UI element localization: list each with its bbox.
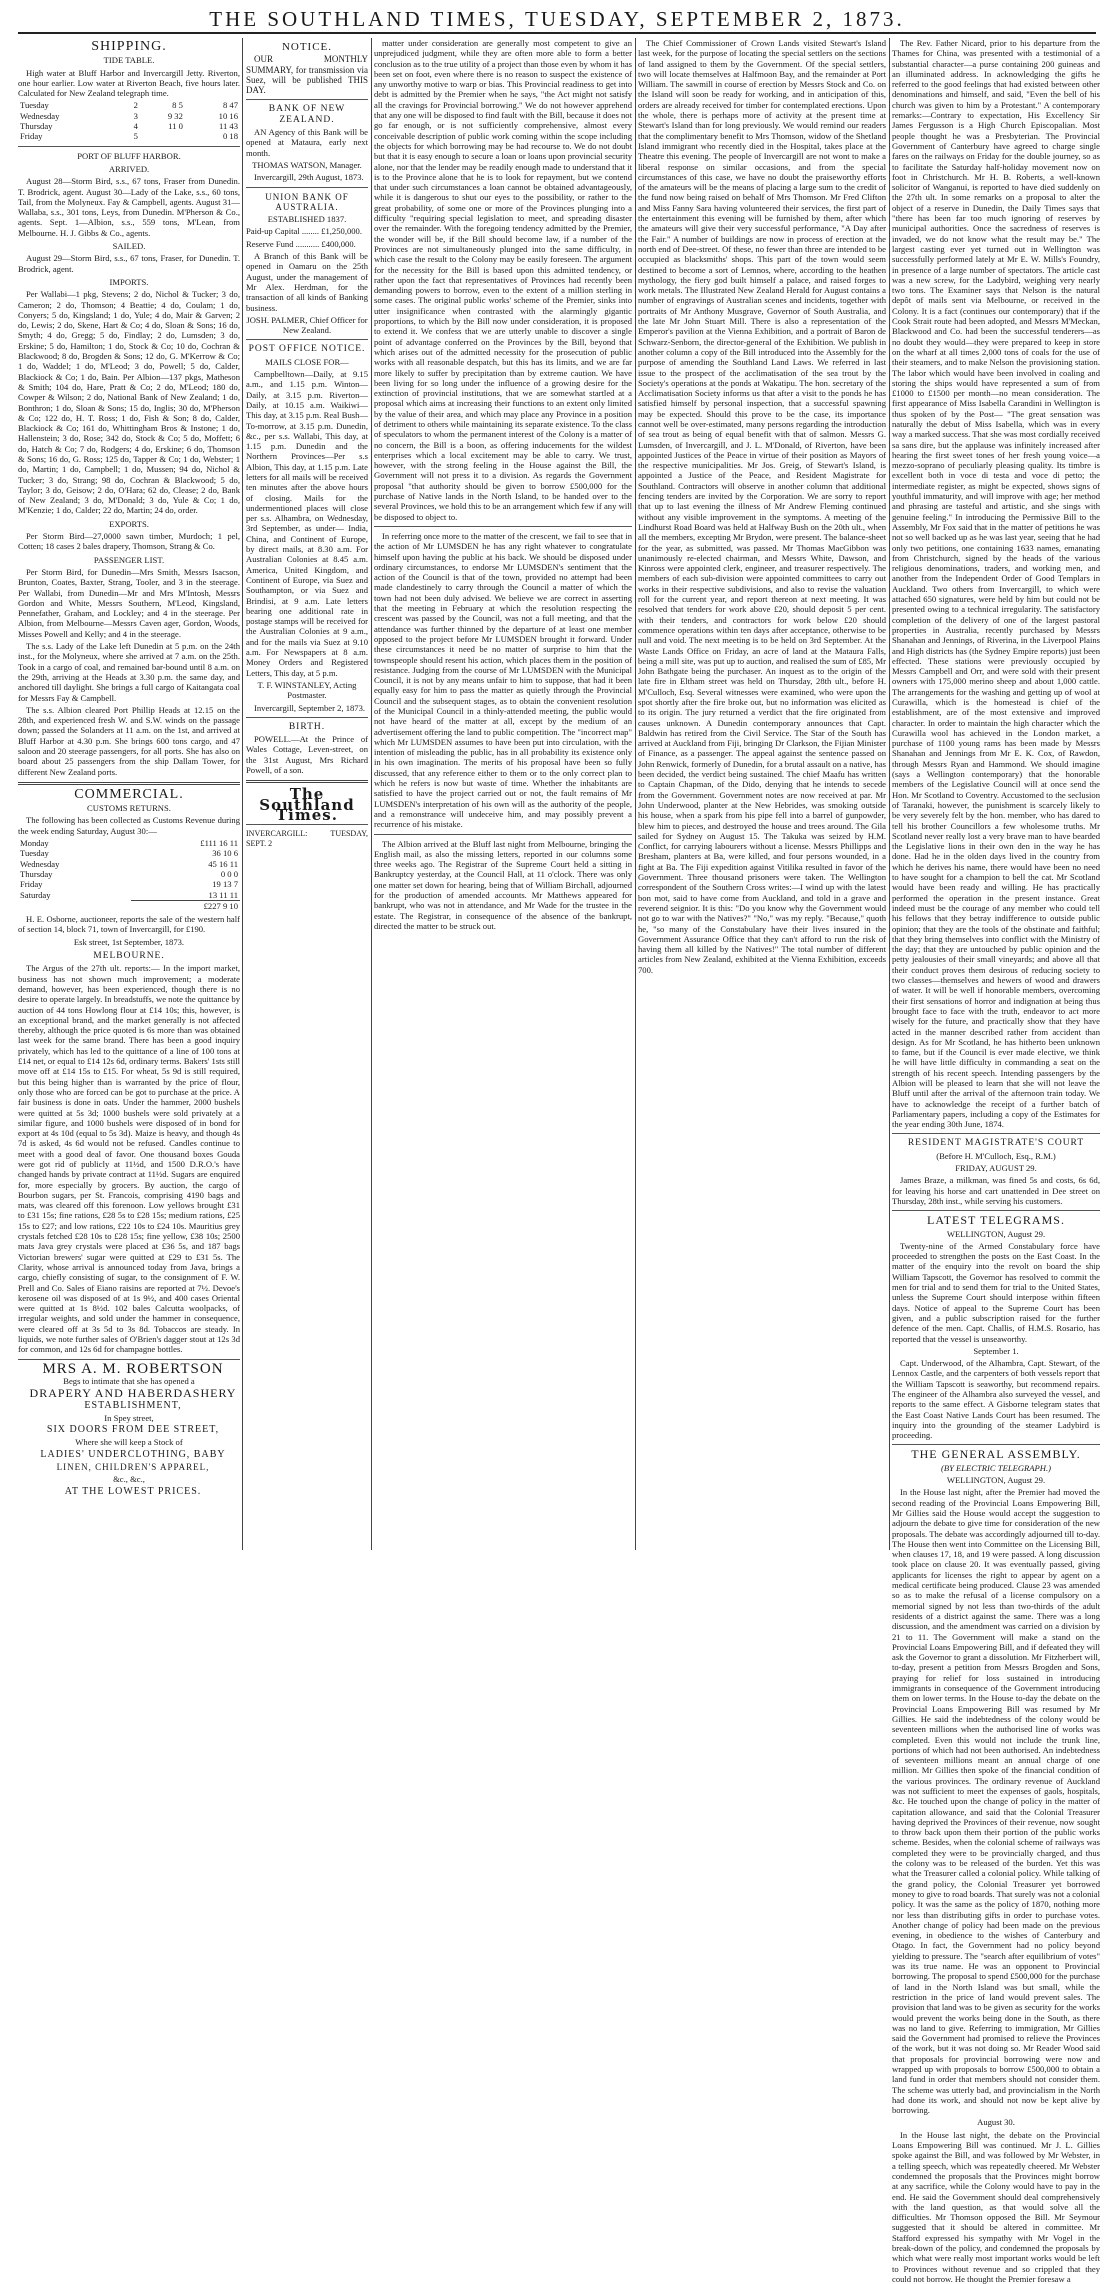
union-est: ESTABLISHED 1837. bbox=[267, 214, 347, 225]
robertson-name: MRS A. M. ROBERTSON bbox=[42, 1360, 224, 1377]
rmc-before: (Before H. M'Culloch, Esq., R.M.) bbox=[936, 1150, 1056, 1161]
customs-amt: 13 11 11 bbox=[208, 889, 238, 900]
wellington-2: WELLINGTON, August 29. bbox=[946, 1475, 1046, 1486]
wellington-1: WELLINGTON, August 29. bbox=[946, 1228, 1046, 1239]
tide-n: 5 bbox=[133, 131, 138, 142]
osborne-text: H. E. Osborne, auctioneer, reports the sale of the western half of section 14, block 71, town of Invercargill, for £190. bbox=[18, 914, 240, 935]
tide-pm: 0 18 bbox=[222, 131, 238, 142]
column-rule bbox=[371, 38, 372, 1550]
esk-line: Esk street, 1st September, 1873. bbox=[73, 936, 185, 947]
telegram-text: Twenty-nine of the Armed Constabulary force have proceeded to strengthen the posts on the East Coast. In the matter of the enquiry into the revolt on board the ship William Tapscott, the Governor has resolved to commit the men for trial and to send them for trial to the United States, unless the Supreme Court should interpose within fifteen days. Notice of appeal to the Supreme Court has been given, and a public subscription raised for the further defence of the men. Capt. Challis, of H.M.S. Rosario, has reported that the vessel is unseaworthy. bbox=[892, 1240, 1100, 1344]
rmc-date: FRIDAY, AUGUST 29. bbox=[955, 1163, 1037, 1174]
robertson-where: Where she will keep a Stock of bbox=[75, 1437, 183, 1448]
tide-am bbox=[140, 131, 185, 141]
column-notices bbox=[246, 38, 368, 1550]
customs-day: Thursday bbox=[20, 868, 53, 879]
tide-row bbox=[18, 100, 240, 110]
telegram-text-2: Capt. Underwood, of the Alhambra, Capt. Stewart, of the Lennox Castle, and the carpenters of both vessels report that the William Tapscott is seaworthy, but recommend repairs. The engineer of the Alhambra also surveyed the vessel, and reports to the same effect. A Gisborne telegram states that the East Coast Native Lands Court has been resumed. The inquiry into the grounding of the steamer Ladybird is proceeding. bbox=[892, 1358, 1100, 1441]
masthead-paper: THE SOUTHLAND TIMES, bbox=[209, 7, 517, 31]
customs-day: Monday bbox=[20, 838, 49, 849]
passenger-text: Per Storm Bird, for Dunedin—Mrs Smith, Messrs Isacson, Brunton, Coates, Baxter, Strang, Tooler, and 3 in the steerage. Per Wallabi, from Dunedin—Mr and Mrs M'Intosh, Messrs Gordon and White, Messrs Southern, M'Leod, Kingsland, Pennefather, Graham, and Lockley; and 4 in the steerage. Per Albion, from Melbourne—Messrs Caven ager, Gordon, Woods, Misses Powell and Kelly; and 4 in the steerage. bbox=[18, 566, 240, 639]
tide-am: 8 5 bbox=[172, 100, 183, 111]
melbourne-heading: MELBOURNE. bbox=[93, 951, 165, 962]
sailed-text: August 29—Storm Bird, s.s., 67 tons, Fraser, for Dunedin. T. Brodrick, agent. bbox=[18, 253, 240, 274]
robertson-est: ESTABLISHMENT, bbox=[84, 1399, 182, 1411]
birth-heading: BIRTH. bbox=[288, 721, 326, 732]
robertson-street: In Spey street, bbox=[104, 1412, 154, 1423]
tide-day: Friday bbox=[20, 131, 43, 142]
column-local-news bbox=[638, 38, 886, 1550]
customs-day: Friday bbox=[20, 879, 43, 890]
september-1: September 1. bbox=[973, 1345, 1019, 1356]
arrived-heading: ARRIVED. bbox=[108, 163, 150, 174]
rmc-heading: RESIDENT MAGISTRATE'S COURT bbox=[907, 1138, 1085, 1149]
robertson-six: SIX DOORS FROM DEE STREET, bbox=[46, 1424, 220, 1436]
rmc-text: James Braze, a milkman, was fined 5s and costs, 6s 6d, for leaving his horse and cart unattended in Dee street on Thursday, 28th inst., while serving his customers. bbox=[892, 1175, 1100, 1206]
exports-text: Per Storm Bird—27,0000 sawn timber, Murdoch; 1 pel, Cotten; 18 cases 2 bales drapery, Thomson, Strang & Co. bbox=[18, 531, 240, 552]
post-sign: T. F. WINSTANLEY, Acting Postmaster. bbox=[257, 679, 357, 701]
local-news-text: The Chief Commissioner of Crown Lands visited Stewart's Island last week, for the purpose of locating the special settlers on the sections of land assigned to them by the Government. Of the special settlers, two will locate themselves at Halfmoon Bay, and the remainder at Port William. The sawmill in course of erection by Messrs Stock and Co. on the Island will soon be ready for working, and in anticipation of this, orders are already received for timber for contemplated erections. Upon the whole, there is perhaps more of activity at the present time at Stewart's Island than for long previously. We would remind our readers that the complimentary benefit to Mrs Thomson, widow of the Shetland Island immigrant who recently died in the Hospital, takes place at the Theatre this evening. The people of Invercargill are not wont to make a liberal response on similar occasions, and from the special circumstances of this case, we have no doubt the praiseworthy efforts of the amateurs will be the means of placing a large sum to the credit of the fund now being raised on behalf of Mrs Thomson. Mr Fred Clifton and Miss Fanny Sara having volunteered their services, the first part of the entertainment this evening will be furnished by them, after which the amateurs will give their very successful performance, "A Day after the Fair." A number of buildings are now in process of erection at the north end of Dee-street. Of these, no fewer than three are intended to be occupied as blacksmiths' shops. This part of the town would seem destined to become a sort of Lemnos, where, according to the heathen mythology, the fiery god built himself a palace, and raised forges to work metals. The Illustrated New Zealand Herald for August contains a number of engravings of Australian scenes and incidents, together with portraits of Mr Anthony Musgrave, Governor of South Australia, and the late Mr John Stuart Mill. There is also a representation of the Emperor's pavilion at the Vienna Exhibition, and a portrait of Baron de Schwarz-Senborn, the director-general of the Exhibition. We publish in another column a copy of the Bill introduced into the Assembly for the purpose of amending the Southland Land Laws. We referred in last issue to the prospect of the acclimatisation of the sea trout by the Society's operations at the ponds at Wakatipu. The hon. secretary of the Acclimatisation Society informs us that after a visit to the ponds he has satisfied himself by personal inspection, that a successful spawning may be expected. Should this prove to be the case, its importance cannot well be over-estimated, many persons regarding the introduction of sea trout as being of equal benefit with that of salmon. Messrs G. Lumsden, of Invercargill, and J. L. M'Donald, of Riverton, have been appointed Justices of the Peace in virtue of their position as Mayors of the respective municipalities. Mr Jos. Greig, of Stewart's Island, is appointed a Justice of the Peace, and Resident Magistrate for Southland. Contractors will observe in another column that additional fencing tenders are invited by the Corporation. We are sorry to report that up to last evening the illness of Mr Andrew Fleming continued without any visible improvement in the symptoms. A meeting of the Lindhurst Road Board was held at Halfway Bush on the 20th ult., when all the members, excepting Mr Brydon, were present. The balance-sheet for the year, as submitted, was passed. Mr Thomas MacGibbon was unanimously re-elected chairman, and Messrs White, Dawson, and Kinross were appointed clerk, engineer, and treasurer respectively. The members of each sub-division were appointed committees to carry out works in their respective subdivisions, and also to revise the valuation roll for the current year, and report thereon at next meeting. It was resolved that tenders for work above £20, should deposit 5 per cent. with their tenders, and contractors for work below £20 should commence operations within ten days after acceptance, otherwise to be null and void. The next meeting is to be held on 3rd September. At the Waste Lands Office on Friday, an acre of land at the Mataura Falls, being a mill site, was put up to auction, and realised the sum of £85, Mr John Bathgate being the purchaser. An inquest as to the origin of the late fire in Eltham street was held on Thursday, 28th ult., before H. M'Culloch, Esq. Several witnesses were examined, who were upon the spot shortly after the fire broke out, but no information was elicited as to its origin. The jury returned a verdict that the fire originated from causes unknown. A Dunedin contemporary announces that Capt. Baldwin has retired from the Civil Service. The Star of the South has arrived at Auckland from Fiji, bringing Dr Clarkson, the Fijian Minister of Finance, as a passenger. The appeal against the sentence passed on John Renwick, formerly of Dunedin, for a brutal assault on a native, has been decided, the verdict being sustained. The chief Maafu has written to Captain Chapman, of the Dido, denying that he intends to secede from the Government. Government notes are now received at par. Mr John Underwood, planter at the New Hebrides, was smoking outside his house, when a spark from his pipe fell into a barrel of gunpowder, blew him to pieces, and destroyed the house and trees around. The Gila sailed for Sydney on August 15. The Takuka was seized by H.M. Conflict, for carrying labourers without a license. Messrs Phillipps and Bresham, planters at Ba, were killed, and four persons wounded, in a fight at Ba. The Fiji expedition against Vitilika resulted in favor of the Government. Three thousand prisoners were taken. The Wellington correspondent of the Southern Cross writes:—I wind up with the latest bon mot, said to have come from Auckland, and told in a grave and reverend seignior. It is this: "Do you know why the Government would not go to war with the Natives?" "No," was my reply. "Because," quoth he, "so many of the Constabulary have their lives insured in the Government Assurance Office that they can't afford to run the risk of having them all killed by the Natives!" The total number of different articles from New Zealand, exhibited at the Vienna Exhibition, exceeds 700. bbox=[638, 38, 886, 975]
tide-n: 3 bbox=[133, 110, 138, 121]
latest-heading: LATEST TELEGRAMS. bbox=[927, 1213, 1065, 1228]
editorial-crescent: In referring once more to the matter of the crescent, we fail to see that in the action of Mr LUMSDEN he has any right whatever to congratulate himself upon having the public at his back. We should be disposed under ordinary circumstances, to endorse Mr LUMSDEN's sentiment that the action of the Council is that of the town, provided no attempt had been made clandestinely to carry through the Council a matter of which the town had not been duly advised. We believe we are correct in asserting that the meeting in February at which the resolution respecting the crescent was passed by the Council, was not a full meeting, and that the attendance was further thinned by the departure of at least one member opposed to the project before Mr LUMSDEN brought it forward. Under these circumstances it need be no matter of surprise to him that the townspeople should resent his action, which places them in the position of resistance. Judging from the course of Mr LUMSDEN with the Municipal Council, it is not by any means unfair to him to suppose, that had it been equally easy for him to pass the matter as quietly through the Provincial Council and the subsequent stages, as to obtain the convenient resolution of the Municipal Council in a thinly-attended meeting, the public would not have heard of the matter at all, except by the medium of an advertisement offering the land to public competition. The "incorrect map" which Mr LUMSDEN assumes to have been put into circulation, with the intention of misleading the public, has in all probability its existence only in his own imagination. The merits of his proposal have been so fully discussed, that any reference either to them or to the only correct plan to which he refers is now but waste of time. Whether the inhabitants are satisfied to have the project carried out or not, the fault remains of Mr LUMSDEN's interpretation of his own will as the authority of the people, and a remonstrance will undeceive him, and may possibly prevent a recurrence of his mistake. bbox=[374, 530, 632, 830]
masthead bbox=[18, 6, 1096, 34]
notice-heading: NOTICE. bbox=[281, 41, 333, 53]
post-text: Campbelltown—Daily, at 9.15 a.m., and 1.15 p.m. Winton—Daily, at 3.15 p.m. Riverton—Daily, at 10.15 a.m. Waikiwi—This day, at 3.15 p.m. Real Bush—To-morrow, at 3.15 p.m. Dunedin, &c., per s.s. Wallabi, This day, at 1.15 p.m. Dunedin and the Northern Provinces—Per s.s Albion, This day, at 1.15 p.m. Late letters for all mails will be received ten minutes after the above hours of closing. Mails for the undermentioned places will close per s.s. Alhambra, on Wednesday, 3rd September, as under— India, China, and Continent of Europe, by direct mails, at 8.30 a.m. For Australian Colonies at 8.45 a.m. America, United Kingdom, and Continent of Europe, via Suez and Southampton, or via Suez and Brindisi, at 9 a.m. Late letters bearing one additional rate in postage stamps will be received for the Australian Colonies at 9 a.m., and for the mails via Suez at 9.10 a.m. For Newspapers at 8 a.m. Money Orders and Registered Letters, This day, at 5 p.m. bbox=[246, 369, 368, 678]
tide-day: Tuesday bbox=[20, 100, 49, 111]
imports-text: Per Wallabi—1 pkg, Stevens; 2 do, Nichol & Tucker; 3 do, Cameron; 2 do, Thomson; 4 Beattie; 4 do, Coulam; 1 do, Conyers; 5 do, Kingsland; 1 do, Yule; 4 do, Mair & Garven; 2 do, Lewis; 2 do, Skene, Hart & Co; 4 do, Sloan & Sons; 16 do, Smyth; 4 do, Gregg; 5 do, Findlay; 2 do, Lumsden; 3 do, Erskine; 5 do, Hamilton; 1 do, Stock & Co; 10 do, Cochran & Blackwood; 8 do, Brogden & Sons; 12 do, G. M'Kerrow & Co; 1 do, Waddel; 1 do, M'Leod; 3 do, Powell; 5 do, Calder, Blackiock & Co; 1 do, Bain. Per Albion—137 pkgs, Matheson & Smith; 104 do, Hare, Pratt & Co; 2 do, M'Leod; 180 do, Cowper & Wilson; 2 do, National Bank of New Zealand; 1 do, Bonthron; 1 do, Sloan & Sons; 15 do, Inglis; 30 do, M'Pherson & Co; 122 do, H. T. Ross; 1 do, Fish & Son; 8 do, Calder, Blackiock & Co; 161 do, Whittingham Bros & Instone; 1 do, Hallenstein; 3 do, Rose; 342 do, Stock & Co; 5 do, Moffett; 6 do, Hatch & Co; 7 do, Rodgers; 4 do, Erskine; 6 do, Thomson & Sons; 16 do, G. Ross; 125 do, Tapper & Co; 1 do, Webster; 1 do, Martin; 1 do, Campbell; 1 do, Mussen; 94 do, Nichol & Tucker; 3 do, Strang; 98 do, Cochran & Blackwood; 5 do, Taylor; 3 do, Geisow; 2 do, O'Hara; 62 do, Clease; 2 do, Bank of New Zealand; 3 do, M'Donald; 3 do, Yule & Co; 1 do, M'Kenzie; 1 do, Calder; 22 do, Martin; 24 do, order. bbox=[18, 289, 240, 516]
union-heading: UNION BANK OF AUSTRALIA. bbox=[265, 191, 349, 212]
tide-row bbox=[18, 131, 240, 141]
customs-row bbox=[18, 869, 240, 879]
union-text: A Branch of this Bank will be opened in Oamaru on the 25th August, under the management of Mr Alex. Herdman, for the transaction of all kinds of Banking business. bbox=[246, 251, 368, 313]
column-rule bbox=[635, 38, 636, 1550]
customs-day: Wednesday bbox=[20, 858, 60, 869]
imports-heading: IMPORTS. bbox=[109, 276, 149, 287]
tide-row bbox=[18, 121, 240, 131]
albion-text: The s.s. Albion cleared Port Phillip Heads at 12.15 on the 28th, and experienced fresh W. and S.W. winds on the passage down; passed the Solanders at 11 a.m. on the 1st, and arrived at Bluff Harbor at 4.30 p.m. She brings 600 tons cargo, and 47 saloon and 20 steerage passengers, for all ports. She has also on board about 25 passengers from the ship Dallam Tower, for different New Zealand ports. bbox=[18, 704, 240, 777]
tide-table bbox=[18, 100, 240, 141]
tide-day: Wednesday bbox=[20, 110, 60, 121]
customs-row bbox=[18, 838, 240, 848]
column-rule bbox=[242, 38, 243, 1550]
customs-row bbox=[18, 848, 240, 858]
post-heading: POST OFFICE NOTICE. bbox=[248, 344, 366, 355]
post-date: Invercargill, September 2, 1873. bbox=[254, 702, 366, 713]
august-30: August 30. bbox=[977, 2117, 1015, 2128]
arrived-text: August 28—Storm Bird, s.s., 67 tons, Fraser from Dunedin. T. Brodrick, agent. August 30—Lady of the Lake, s.s., 60 tons, Tail, from the Molyneux. Fay & Campbell, agents. August 31—Wallaba, s.s., 301 tons, Leys, from Dunedin. M'Pherson & Co., agents. Sept. 1—Albion, s.s., 559 tons, M'Lean, from Melbourne. H. J. Gibbs & Co., agents. bbox=[18, 176, 240, 238]
customs-heading: CUSTOMS RETURNS. bbox=[87, 803, 171, 814]
tide-day: Thursday bbox=[20, 121, 53, 132]
customs-amt: £111 16 11 bbox=[200, 838, 238, 849]
customs-amt: 0 0 0 bbox=[220, 868, 238, 879]
tide-am: 11 0 bbox=[168, 121, 183, 132]
customs-amt: 19 13 7 bbox=[212, 879, 238, 890]
bnz-text: AN Agency of this Bank will be opened at Mataura, early next month. bbox=[246, 127, 368, 158]
dateline: INVERCARGILL: TUESDAY, SEPT. 2 bbox=[246, 829, 368, 849]
passenger-heading: PASSENGER LIST. bbox=[93, 554, 165, 565]
customs-amt: 45 16 11 bbox=[208, 858, 238, 869]
editorial-notes: The Albion arrived at the Bluff last night from Melbourne, bringing the English mail, as also the missing letters, reported in our columns some three weeks ago. The Registrar of the Supreme Court held a sitting in Bankruptcy yesterday, at the Council Hall, at 11 o'clock. There was only one matter set down for hearing, being that of William Birchall, adjourned for the production of amended accounts. Mr Matthews appeared for bankrupt, who was not in attendance, and Mr Wade for the trustee in the estate. The Registrar, in consequence of the absence of the bankrupt, directed the matter to be struck out. bbox=[374, 838, 632, 931]
tide-pm: 11 43 bbox=[218, 121, 238, 132]
column-shipping bbox=[18, 38, 240, 1550]
customs-day: Saturday bbox=[20, 889, 51, 900]
robertson-prices: AT THE LOWEST PRICES. bbox=[64, 1485, 202, 1497]
tide-title: TIDE TABLE. bbox=[103, 55, 155, 66]
lady-text: The s.s. Lady of the Lake left Dunedin at 5 p.m. on the 24th inst., for the Molyneux, where she arrived at 7 a.m. on the 25th. Took in a cargo of coal, and remained bar-bound until 8 a.m. on the 29th, arriving at the Heads at 3.30 p.m. the same day, and anchored till daylight. She brings a full cargo of Kaitangata coal for Messrs Fay & Campbell. bbox=[18, 641, 240, 703]
assembly-heading: THE GENERAL ASSEMBLY. bbox=[911, 1447, 1081, 1462]
exports-heading: EXPORTS. bbox=[109, 518, 149, 529]
customs-row bbox=[18, 859, 240, 869]
bnz-date: Invercargill, 29th August, 1873. bbox=[254, 172, 364, 183]
section-shipping: SHIPPING. bbox=[91, 39, 167, 54]
customs-total: £227 9 10 bbox=[131, 900, 240, 911]
paper-title: The Southland Times. bbox=[259, 785, 355, 824]
tide-row bbox=[18, 111, 240, 121]
customs-row bbox=[18, 879, 240, 889]
birth-text: POWELL.—At the Prince of Wales Cottage, Leven-street, on the 31st August, Mrs Richard Powell, of a son. bbox=[246, 734, 368, 775]
bnz-sign: THOMAS WATSON, Manager. bbox=[252, 159, 362, 170]
tide-pm: 10 16 bbox=[218, 110, 238, 121]
sailed-heading: SAILED. bbox=[112, 241, 146, 252]
union-sign: JOSH. PALMER, Chief Officer for New Zealand. bbox=[246, 314, 368, 336]
customs-amt: 36 10 6 bbox=[212, 848, 238, 859]
robertson-ladies: LADIES' UNDERCLOTHING, BABY bbox=[40, 1448, 226, 1460]
masthead-date: TUESDAY, SEPTEMBER 2, 1873. bbox=[525, 7, 905, 31]
customs-day: Tuesday bbox=[20, 848, 49, 859]
section-commercial: COMMERCIAL. bbox=[74, 786, 184, 802]
melbourne-text: The Argus of the 27th ult. reports:— In the import market, business has not shown much improvement; a moderate demand, however, has been experienced, though there is no desire to operate largely. In breadstuffs, we note the quittance by auction of 44 tons Howlong flour at £14 10s; this, however, is an exceptional brand, and the market generally is not affected thereby, although the price quoted is 6s more than was obtained last week for the same brand. There has been a good inquiry privately, which has led to the quittance of a line of 100 tons at £14 net, or equal to £14 12s 6d, ordinary terms. Bakers' 1sts still move off at £14 15s to £15. For wheat, 5s 9d is still required, but this being higher than is warranted by the price of flour, only those who are forced can be got to purchase at the price. A fair business is done in oats. Under the hammer, 2000 bushels were quitted at 5s 3d; 1000 bushels were sold privately at a similar figure, and 1000 bushels were disposed of in bond for export at 4s 10d (equal to 5s 3d). Maize is heavy, and though 4s 7d is asked, 4s 6d would not be refused. Candles continue to meet with a good deal of favor. One thousand boxes Gouda were got rid of publicly at 11½d, and 1500 D.R.O.'s have changed hands by private contract at 11½d. Sugars are enquired for, more especially by grocers. By auction, the cargo of Bourbon sugars, per St. Francois, comprising 4190 bags and mats, was cleared off this forenoon. Low yellows brought £31 to £31 15s; fine rations, £28 5s to £28 15s; medium rations, £25 15s to £27; and low rations, £22 10s to £24 10s. Mauritius grey crystals fetched £28 10s to £28 15s; fine yellow, £38 10s; 2500 mats Java grey crystals were placed at £36 5s, and 187 bags Victorian brewers' sugar were quitted at £29 to £31 5s. The Clarity, whose arrival is announced today from Java, brings a cargo, chiefly consisting of sugar, to the consignment of F. W. Prell and Co. Sales of Eiano raisins are reported at 7½. Devoe's kerosene oil was disposed of at 1s 9½, and 400 cases Oriental were quitted at 1s 8½d. 102 bales Calcutta woolpacks, of irregular weights, and sold under the hammer in consequence, were cleared off at 3s 5d to 3s 8d. Tobaccos are steady. In liquids, we note further sales of O'Brien's dagger stout at 12s 3d for common, and 12s 6d for champagne bottles. bbox=[18, 963, 241, 1355]
tide-intro: High water at Bluff Harbor and Invercargill Jetty. Riverton, one hour earlier. Low water at Riverton Beach, five hours later. Calculated for New Zealand telegraph time. bbox=[18, 67, 240, 99]
bnz-heading: BANK OF NEW ZEALAND. bbox=[268, 104, 346, 125]
post-mails: MAILS CLOSE FOR— bbox=[265, 356, 349, 367]
port-title: PORT OF BLUFF HARBOR. bbox=[77, 150, 181, 161]
customs-row bbox=[18, 890, 240, 901]
tide-am: 9 32 bbox=[167, 110, 183, 121]
customs-table bbox=[18, 838, 240, 911]
customs-intro: The following has been collected as Customs Revenue during the week ending Saturday, August 30:— bbox=[18, 815, 240, 836]
notice-text: OUR MONTHLY SUMMARY, for transmission via Suez, will be published THIS DAY. bbox=[246, 54, 368, 96]
robertson-drapery: DRAPERY AND HABERDASHERY bbox=[29, 1386, 237, 1401]
robertson-linen: LINEN, CHILDREN'S APPAREL, bbox=[56, 1462, 210, 1472]
column-telegrams bbox=[892, 38, 1100, 2284]
union-reserve: Reserve Fund ........... £400,000. bbox=[246, 238, 356, 249]
editorial-text: matter under consideration are generally most competent to give an unprejudiced judgment, while they are often more able to form a better conclusion as to the true utility of a project than those even by whom it has been set on foot, even where there is no reason to suspect the existence of any unworthy motive to warp or bias. This Provincial readiness to get into debt is admitted by the Premier when he says, "the Act might not satisfy all the cravings for Provincial borrowing." We do not however apprehend that any one will be disposed to find fault with the Bill, because it does not go far enough, or is not sufficiently comprehensive, almost every conceivable description of public work coming within the scope including the objects for which borrowing may be had recourse to. We do not doubt but that it is easy enough to secure a loan or loans upon provincial security alone, nor that the lender may be readily enough made to understand that it is to the Province alone that he is to look for repayment, but we contend that under such circumstances a loan cannot be obtained advantageously, while it is dangerous to shut our eyes to the possibility, or rather to the great probability, of some one or more of the Provinces plunging into a difficulty "requiring special legislation to meet, and spreading disaster over the remainder. With the foregoing tendency admitted by the Premier, the wonder will be, if the Bill should become law, if a number of the Provinces are not simultaneously plunged into the same difficulty, in which case the result to the Colony may be easily foreseen. The argument for the necessity for the Bill is based upon this admitted tendency, or rather upon the fact that representatives of Provinces had recently been demanding powers to borrow, even to the extent of a million sterling in some cases. The original public works' scheme of the Premier, sinks into utter insignificance when contrasted with the alarmingly gigantic proportions, to which by the Bill now under consideration, it is proposed to extend it. We confess that we are utterly unable to discover a single point of advantage conferred on the Provinces by the Bill, beyond that which arises out of the admitted necessity for the prosecution of public works with all reasonable despatch, but this has its limits, and we are far more likely to suffer by precipitation than by extreme caution. We have been living for so long under the influence of a growing desire for the extinction of provincial institutions, that we are somewhat startled at a proposal which aims at increasing their functions to an extent only limited by the value of their area, and which may place any Province in a position of detriment to others while maintaining its separate existence. To the class of speculators to whom the permanent interest of the Colony is a matter of no concern, the Bill is a boon, as offering inducements for the wildest enterprises which a local excitement may be able to carry. We trust, however, with the strong feeling in the House against the Bill, the Government will not press it to a division. As regards the Government proposal "that authority should be given to borrow £500,000 for the purchase of Native lands in the North Island, to be handed over to the several Provinces, we hold this to be an arrangement which few if any will be disposed to object to. bbox=[374, 38, 632, 522]
robertson-etc: &c., &c., bbox=[113, 1474, 145, 1485]
tide-pm: 8 47 bbox=[222, 100, 238, 111]
assembly-text: In the House last night, after the Premier had moved the second reading of the Provincial Loans Empowering Bill, Mr Gillies said the House would accept the suggestion to adjourn the debate to give time for consideration of the new proposals. The debate was accordingly adjourned till to-day. The House then went into Committee on the Licensing Bill, when clauses 17, 18, and 19 were passed. A long discussion took place on clause 20. It was eventually passed, giving applicants for licenses the right to appear by agent on a medical certificate being produced. Clause 23 was amended so as to make the refusal of a license compulsory on a memorial signed by not less than two-thirds of the adult residents of a district against the same. There was a long discussion, and the amendment was carried on a division by 21 to 11. The Government will make a stand on the Provincial Loans Empowering Bill, and if defeated they will ask the Governor to grant a dissolution. Mr Fitzherbert will, to-day, present a petition from Messrs Brogden and Sons, praying for relief for loss sustained in introducing immigrants in consequence of the Government introducing them on lower terms. In the House to-day the debate on the Provincial Loans Empowering Bill was resumed by Mr Gillies. He said the indebtedness of the colony would be seventeen millions when the authorised line of works was completed. Even this would not include the trunk line, portions of which had not been authorised. An indebtedness of seventeen millions meant an annual charge of one million. Mr Gillies then spoke of the financial condition of the various provinces. The ordinary revenue of Auckland was not sufficient to meet the expenses of gaols, hospitals, &c. He touched upon the change of policy in the matter of capitation allowance, and said that the Colonial Treasurer having deprived the Provinces of their revenue, now sought to throw back upon them their portion of the public works scheme. Besides, when the colonial scheme of railways was completed they were to be provincially charged, and thus the colony was to be released of the burden. Yet this was what the Treasurer called a colonial policy. While talking of the grand policy, the Colonial Treasurer yet borrowed money to give to road boards. That surely was not a colonial policy. It was the same as the policy of 1870, nothing more nor less than distributing gifts in order to purchase votes. Another change of policy had been made on the previous evening, in obedience to the wishes of Canterbury and Otago. In fact, the Government had no policy beyond yielding to pressure. The "search after equilibrium of votes" was its true name. He was an opponent to Provincial borrowing. The proposal to spend £500,000 for the purchase of land in the North Island was but small, while the restriction in the price of land would prevent sales. The provision that land was to be given as security for the works would prevent the works being done in the South, as there was no land to give. Referring to immigration, Mr Gillies said the Government had promised to relieve the Provinces of the work, but it was not doing so. Mr Reader Wood said that proposals for provincial borrowing were now and wrapped up with proposals to borrow £500,000 to obtain a land fund in order that members should not consider them. The scheme was utterly bad, and provincialism in the North had done its work, and should not now be kept alive by borrowing. bbox=[892, 1487, 1100, 2116]
electric-telegraph: (BY ELECTRIC TELEGRAPH.) bbox=[940, 1462, 1052, 1473]
column-editorial bbox=[374, 38, 632, 1550]
union-paid: Paid-up Capital ........ £1,250,000. bbox=[246, 226, 363, 237]
tide-n: 2 bbox=[133, 100, 138, 111]
assembly-text-2: In the House last night, the debate on the Provincial Loans Empowering Bill was continued. Mr J. L. Gillies spoke against the Bill, and was followed by Mr Webster, in a telling speech, which was repeatedly cheered. Mr Webster condemned the proposals that the Provinces might borrow at any sacrifice, while the Colony would have to pay in the end. He said the Government should deal comprehensively with the land question, as that would solve all the difficulties. Mr Thomson opposed the Bill. Mr Seymour suggested that it should be altered in committee. Mr Stafford expressed his sympathy with Mr Vogel in the break-down of the policy, and condemned the proposals by which what were really most important works would be left to Provinces without revenue and so crippled that they could not borrow. He thought the Premier foresaw a bbox=[892, 2129, 1100, 2284]
tide-n: 4 bbox=[133, 121, 138, 132]
column-rule bbox=[889, 38, 890, 1550]
misc-news-text: The Rev. Father Nicard, prior to his departure from the Thames for China, was presented with a testimonial of a substantial character—a purse containing 200 guineas and an illuminated address. In acknowledging the gifts he referred to the good feelings that had existed between other denominations and himself, and said, "Even the bell of his church was given to him by a Protestant." A contemporary remarks:—Contrary to expectation, His Excellency Sir James Fergusson is a High Church Episcopalian. Most people thought he was a Presbyterian. The Provincial Government of Canterbury have agreed to charge single fares on the railways on Friday for the double journey, so as to facilitate the Saturday half-holiday movement now on foot in Christchurch. Mr H. B. Roberts, a well-known solicitor of Wanganui, is reported to have died suddenly on the 27th ult. In some remarks on a proposal to alter the object of a reserve in Dunedin, the Daily Times says that "there has been far too much ignoring of reserves by municipal authorities. Once the sacredness of reserves is invaded, we do not know what the result may be." The largest casting ever yet turned out in Wellington was successfully performed lately at Mr E. W. Mills's Foundry, in presence of a large number of spectators. The article cast was a new screw, for the Ladybird, weighing very nearly two tons. The Examiner says that Nelson is the natural depôt of mails sent via Melbourne, or received in the Colony. It is a fact (continues our contemporary) that if the Cook Strait route had been adopted, and Messrs M'Meckan, Blackwood and Co. had been the successful tenderers—as no doubt they would—they were prepared to keep in store on the wharf at all times 2,000 tons of coals for the use of their steamers, and to make Nelson the provisioning station. The labor which would have been involved in coaling and storing the ships would have represented a sum of from £1000 to £1500 per month—no mean consideration. The first appearance of Miss Isabella Carandini in Wellington is thus spoken of by the Post— "The great sensation was naturally the debut of Miss Isabella, which was in every way a marked success. That she was most cordially received sa sans dire, but the applause was infinitely increased after hearing the first sweet tones of her fresh young voice—a mezzo-soprano of peculiarly pleasing quality. Its timbre is excellent both in voce di testa and voce di petto; the intermediate register, as might be expected, shows signs of youthful immaturity, and will improve with age; her method and phrasing are tasteful and artistic, and she sings with genuine feeling." In introducing the Permissive Bill to the Assembly, Mr Fox said that in the matter of petitions he was not so well backed up as he was last year, seeing that he had only two petitions, one containing 1633 names, emanating from Christchurch, signed by the heads of the various religious denominations, traders, and working men, and another from the Independent Order of Good Templars in Auckland. Two others from Invercargill, to which were attached 650 signatures, were held by him but could not be presented owing to a technical irregularity. The satisfactory completion of the delivery of one of the largest pastoral properties in Australia, recently purchased by Messrs Shanahan and Jennings, of Riverina, in the Liverpool Plains and High districts has (the Sydney Empire reports) just been effected. These stations were previously occupied by Messrs Campbell and Orr, and were sold with their present owners with 175,000 merino sheep and about 1,000 cattle. The arrangements for the washing and getting up of wool at Curawilla, which is the homestead is chief of the establishment, are of the most extensive and improved character. In order to maintain the high character which the Curawilla wool has achieved in the London market, a purchase of 1100 young rams has been made by Messrs Shanahan and Jennings from Mr E. K. Cox, of Rawdon, through Messrs Ryan and Hammond. We should imagine (says a Wellington contemporary) that the honorable members of the Legislative Council will at once send the Hon. Mr Scotland to Coventry. Accustomed to the seclusion of Taranaki, however, the punishment is scarcely likely to be very severely felt by the hon. member, who has dared to tell his brother Councillors a few wholesome truths. Mr Scotland never really lost a very brave man to have bearded the Legislative lions in their own den in the way he has done. Had he in the olden days lived in the country from which he derives his name, there would have been no need to have sought for a champion to bell the cat. Mr Scotland would have been ready and willing. He has practically performed the operation in the present instance. Great indeed must be the courage of any member who could tell his fellows that they betray indifference to outside public opinion; that they are the tools of the obstinate and faithful; that they bring themselves into conflict with the Ministry of the day; that they are untouched by public opinion and the petty jealousies of their small vineyards; and above all that their conduct proves them desirous of reducing society to two classes—themselves and hewers of wood and drawers of water. It will be well if honorable members, overcoming their first sensations of horror and indignation at being thus brought face to face with the truth, endeavor to act more wisely for the future, and practically show that they have acted in the manner described rather from accident than design. As for Mr Scotland, he has hitherto been unknown to fame, but if the Council is ever made elective, we think he will have little difficulty in commanding a seat on the strength of his recent speech. Intending passengers by the Albion will be pleased to learn that she will not leave the Bluff until after the arrival of the afternoon train today. We have to acknowledge the receipt of a further batch of Parliamentary papers, including a copy of the Estimates for the year ending 30th June, 1874. bbox=[892, 38, 1100, 1130]
robertson-intro: Begs to intimate that she has opened a bbox=[63, 1375, 195, 1386]
